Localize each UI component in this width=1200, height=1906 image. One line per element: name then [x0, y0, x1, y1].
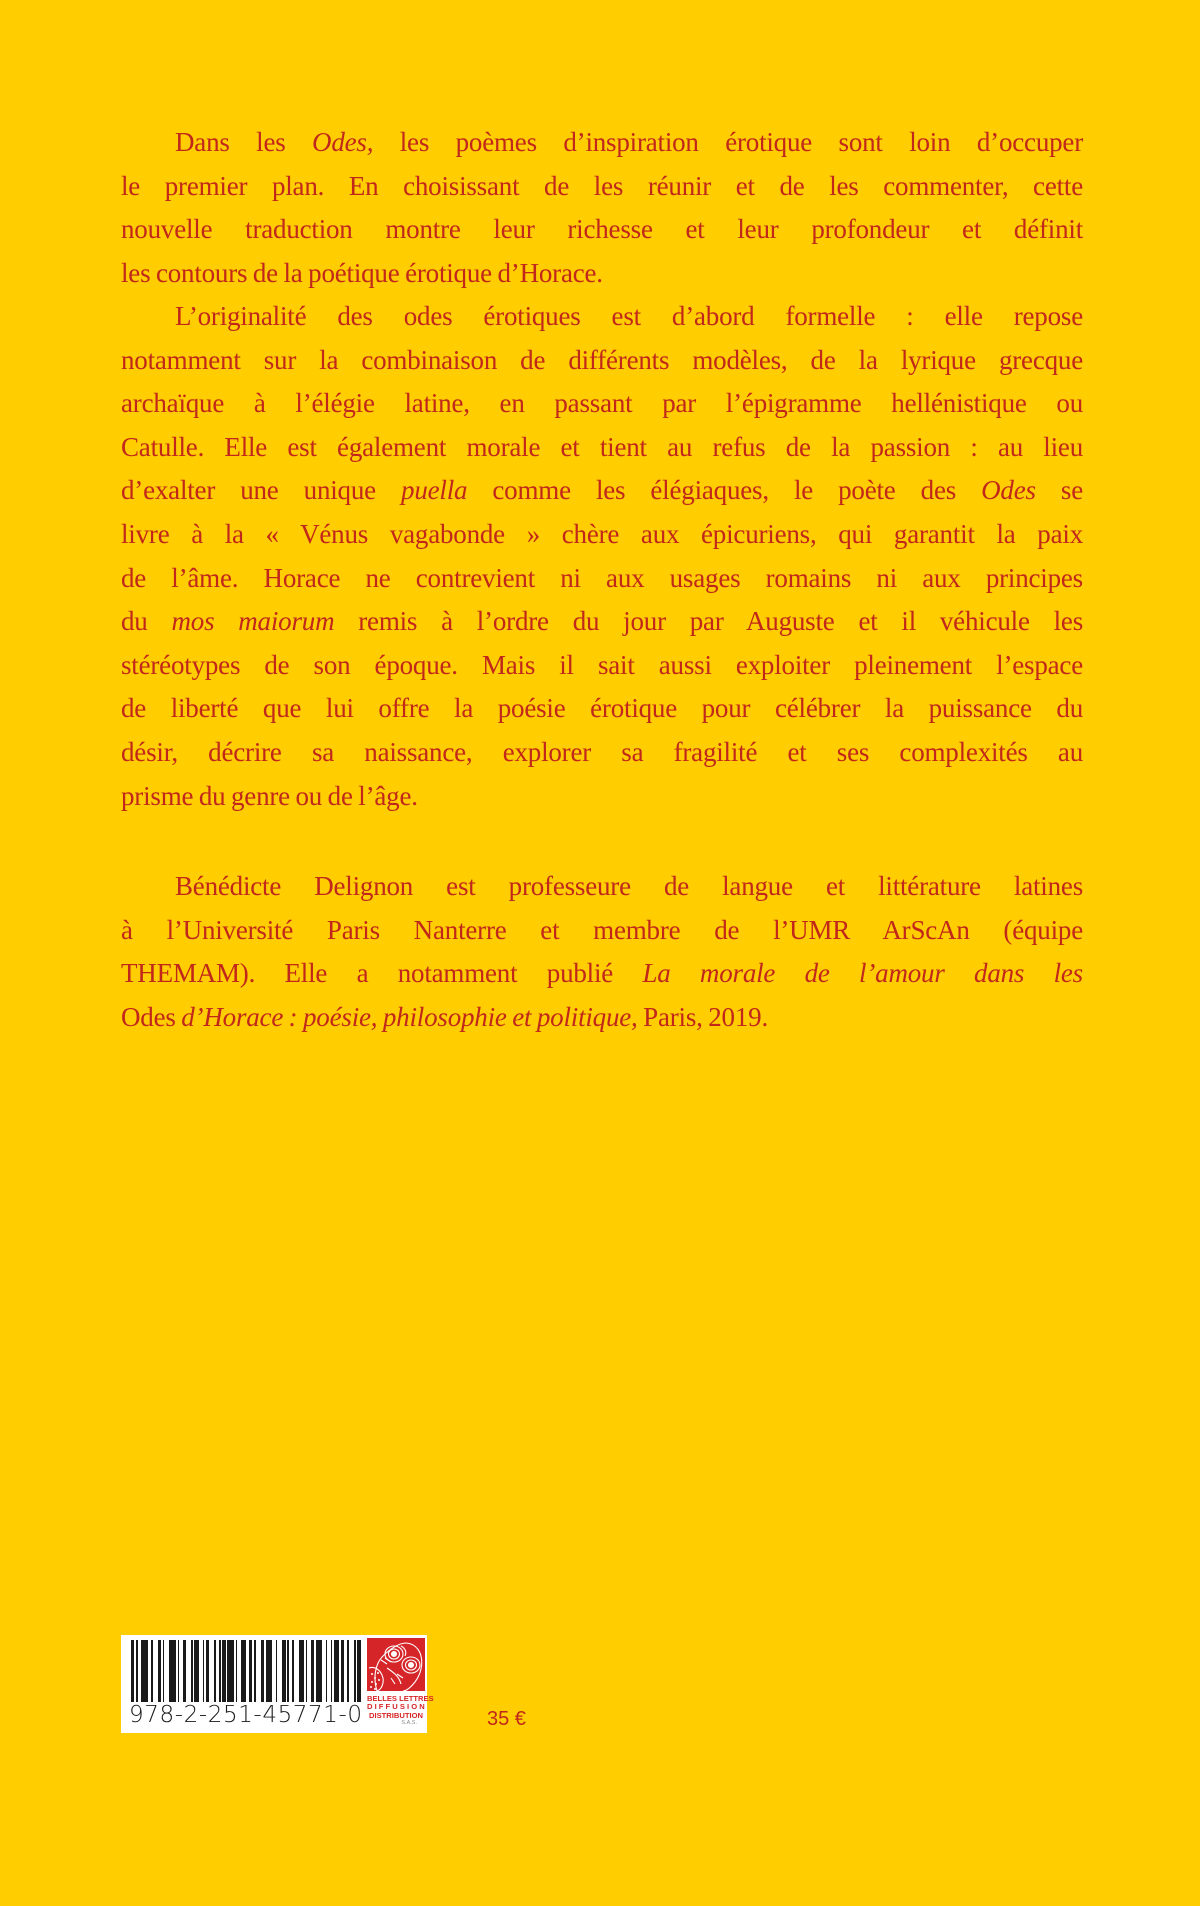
- barcode-block: [121, 1635, 434, 1733]
- barcode-bar: [169, 1640, 176, 1702]
- text-segment: remis à l’ordre du jour par Auguste et il véhicule les: [334, 606, 1084, 637]
- text-line: [121, 865, 1083, 909]
- text-segment: de liberté que lui offre la poésie érotique pour célébrer la puissance du: [121, 693, 1083, 724]
- text-segment: Dans les: [175, 127, 313, 157]
- barcode-bar: [361, 1640, 363, 1702]
- text-segment: stéréotypes de son époque. Mais il sait aussi exploiter pleinement l’espace: [121, 649, 1083, 680]
- text-segment: THEMAM). Elle a notamment publié: [121, 958, 643, 989]
- text-line: [121, 426, 1083, 470]
- price: 35 €: [487, 1708, 526, 1730]
- barcode-bar: [227, 1640, 234, 1702]
- barcode-bars: [131, 1640, 363, 1702]
- publisher-line-3: DISTRIBUTION: [369, 1710, 423, 1720]
- text-segment: à l’Université Paris Nanterre et membre de l’UMR ArScAn (équipe: [121, 914, 1083, 945]
- text-segment: d’exalter une unique: [121, 475, 402, 506]
- text-segment: comme les élégiaques, le poète des: [467, 475, 982, 506]
- isbn-number: 978-2-251-45771-0: [129, 1702, 363, 1728]
- text-line: [121, 513, 1083, 557]
- italic-text: d’Horace : poésie, philosophie et politique,: [181, 1001, 638, 1032]
- publisher-line-1: BELLES LETTRES: [367, 1694, 434, 1703]
- paragraph-intro: [121, 121, 1083, 295]
- text-line: [121, 339, 1083, 383]
- text-line: [121, 600, 1083, 644]
- text-segment: notamment sur la combinaison de différents modèles, de la lyrique grecque: [121, 344, 1083, 375]
- text-segment: les contours de la poétique érotique d’Horace.: [121, 257, 603, 288]
- italic-text: Odes: [981, 475, 1036, 506]
- text-line: [121, 996, 1083, 1040]
- text-segment: de l’âme. Horace ne contrevient ni aux usages romains ni aux principes: [121, 562, 1083, 593]
- text-line: [121, 644, 1083, 688]
- text-line: [121, 295, 1083, 339]
- text-line: [121, 121, 1083, 165]
- text-segment: se: [1035, 475, 1083, 506]
- text-segment: les poèmes d’inspiration érotique sont loin d’occuper: [373, 127, 1084, 157]
- italic-text: Odes,: [312, 127, 374, 157]
- text-line: [121, 252, 1083, 296]
- text-segment: Bénédicte Delignon est professeure de langue et littérature latines: [175, 871, 1083, 901]
- text-segment: du: [121, 606, 172, 637]
- text-line: [121, 208, 1083, 252]
- text-segment: livre à la « Vénus vagabonde » chère aux épicuriens, qui garantit la paix: [121, 518, 1083, 549]
- paragraph-originality: [121, 295, 1083, 818]
- owl-icon: [367, 1638, 425, 1691]
- text-segment: nouvelle traduction montre leur richesse et leur profondeur et définit: [121, 214, 1083, 245]
- text-line: [121, 382, 1083, 426]
- text-line: [121, 165, 1083, 209]
- paragraph-author-bio: [121, 865, 1083, 1039]
- text-line: [121, 687, 1083, 731]
- text-line: [121, 731, 1083, 775]
- text-segment: L’originalité des odes érotiques est d’abord formelle : elle repose: [175, 301, 1083, 331]
- text-segment: désir, décrire sa naissance, explorer sa fragilité et ses complexités au: [121, 736, 1083, 767]
- publisher-logo-text: [367, 1694, 434, 1727]
- italic-text: La morale de l’amour dans les: [642, 958, 1083, 989]
- text-segment: Catulle. Elle est également morale et tient au refus de la passion : au lieu: [121, 431, 1083, 462]
- text-line: [121, 469, 1083, 513]
- text-segment: le premier plan. En choisissant de les réunir et de les commenter, cette: [121, 170, 1083, 201]
- text-segment: Odes: [121, 1001, 182, 1032]
- italic-text: mos maiorum: [171, 606, 335, 637]
- barcode-bar: [316, 1640, 323, 1702]
- text-line: [121, 909, 1083, 953]
- text-segment: archaïque à l’élégie latine, en passant par l’épigramme hellénistique ou: [121, 388, 1083, 419]
- barcode-bar: [266, 1640, 273, 1702]
- text-line: [121, 952, 1083, 996]
- publisher-line-4: S.A.S.: [401, 1720, 417, 1727]
- publisher-line-2: DIFFUSION: [367, 1702, 427, 1712]
- italic-text: puella: [401, 475, 468, 506]
- text-line: [121, 775, 1083, 819]
- text-line: [121, 557, 1083, 601]
- text-segment: Paris, 2019.: [637, 1001, 769, 1032]
- barcode-bar: [141, 1640, 148, 1702]
- text-segment: prisme du genre ou de l’âge.: [121, 780, 418, 811]
